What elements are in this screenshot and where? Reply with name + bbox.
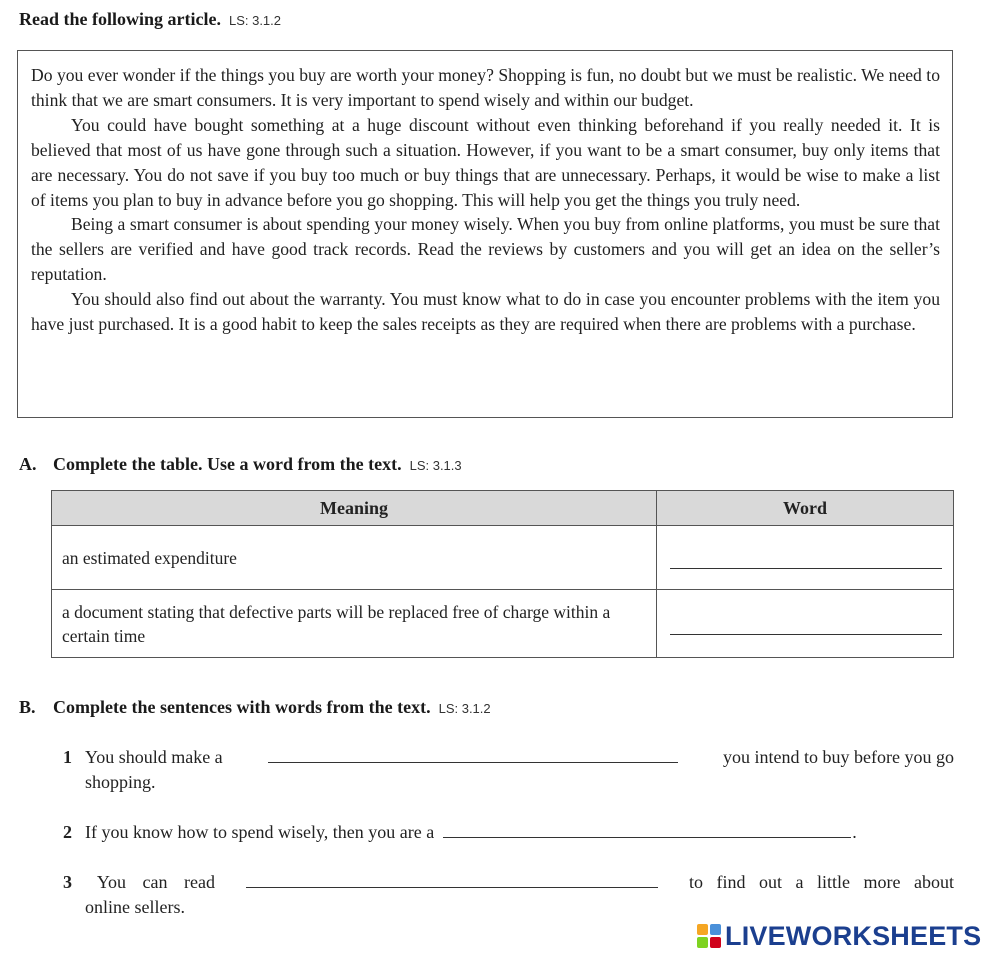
- meaning-cell: a document stating that defective parts will be replaced free of charge within a certain time: [52, 590, 657, 658]
- article-paragraph: Being a smart consumer is about spending your money wisely. When you buy from online platforms, you must be sure that the sellers are verified and have good track records. Read the reviews by customers and you will get an idea on the seller’s reputation.: [31, 214, 940, 285]
- section-b-heading: [19, 697, 491, 718]
- section-a-title: Complete the table. Use a word from the text.: [53, 454, 402, 474]
- question-text-after: you intend to buy before you go: [723, 747, 954, 767]
- answer-blank-1[interactable]: [268, 761, 678, 763]
- question-number: 3: [63, 872, 72, 892]
- question-3: [63, 870, 954, 920]
- question-1: [63, 745, 954, 795]
- question-number: 1: [63, 747, 72, 767]
- vocab-table: [51, 490, 954, 658]
- question-number: 2: [63, 822, 72, 842]
- answer-blank-line[interactable]: [670, 568, 942, 569]
- answer-blank-3[interactable]: [246, 886, 658, 888]
- section-b-title: Complete the sentences with words from the text.: [53, 697, 431, 717]
- section-a-letter: A.: [19, 454, 37, 474]
- meaning-cell: an estimated expenditure: [52, 526, 657, 590]
- answer-blank-line[interactable]: [670, 634, 942, 635]
- logo-square: [710, 924, 721, 935]
- article-paragraph: You could have bought something at a huge discount without even thinking beforehand if you really needed it. It is believed that most of us have gone through such a situation. However, if you want to be a smart consumer, buy only items that are necessary. You do not save if you buy too much or buy things that are unnecessary. Perhaps, it would be wise to make a list of items you plan to buy in advance before you go shopping. This will help you get the things you truly need.: [31, 114, 940, 210]
- section-a-ls-code: LS: 3.1.3: [409, 458, 462, 473]
- question-2: [63, 820, 954, 845]
- question-continuation: shopping.: [85, 772, 156, 792]
- article-paragraph: Do you ever wonder if the things you buy are worth your money? Shopping is fun, no doubt but we must be realistic. We need to think that we are smart consumers. It is very important to spend wisely and within our budget.: [31, 65, 940, 110]
- question-text-before: You should make a: [85, 747, 223, 767]
- section-b-ls-code: LS: 3.1.2: [438, 701, 491, 716]
- intro-heading: [19, 9, 281, 30]
- section-a-heading: [19, 454, 462, 475]
- table-row: [52, 526, 954, 590]
- question-continuation: online sellers.: [85, 897, 185, 917]
- logo-square: [697, 924, 708, 935]
- logo-text: LIVEWORKSHEETS: [725, 920, 982, 951]
- logo-square: [697, 937, 708, 948]
- answer-blank-2[interactable]: [443, 836, 851, 838]
- word-answer-cell[interactable]: [657, 526, 954, 590]
- liveworksheets-logo: [697, 920, 981, 952]
- header-meaning: Meaning: [52, 491, 657, 526]
- article-paragraph: You should also find out about the warranty. You must know what to do in case you encounter problems with the item you have just purchased. It is a good habit to keep the sales receipts as they are required when there are problems with a purchase.: [31, 289, 940, 335]
- table-header-row: [52, 491, 954, 526]
- question-text-before: You can read: [96, 872, 215, 892]
- table-row: [52, 590, 954, 658]
- article-box: [17, 50, 953, 418]
- question-text-after: to find out a little more about: [689, 872, 954, 892]
- word-answer-cell[interactable]: [657, 590, 954, 658]
- section-b-letter: B.: [19, 697, 36, 717]
- question-text-before: If you know how to spend wisely, then you are a: [85, 822, 435, 842]
- intro-title: Read the following article.: [19, 9, 221, 29]
- intro-ls-code: LS: 3.1.2: [228, 13, 282, 28]
- logo-mark-icon: [697, 924, 721, 948]
- logo-square: [710, 937, 721, 948]
- header-word: Word: [657, 491, 954, 526]
- question-text-after: .: [852, 822, 857, 842]
